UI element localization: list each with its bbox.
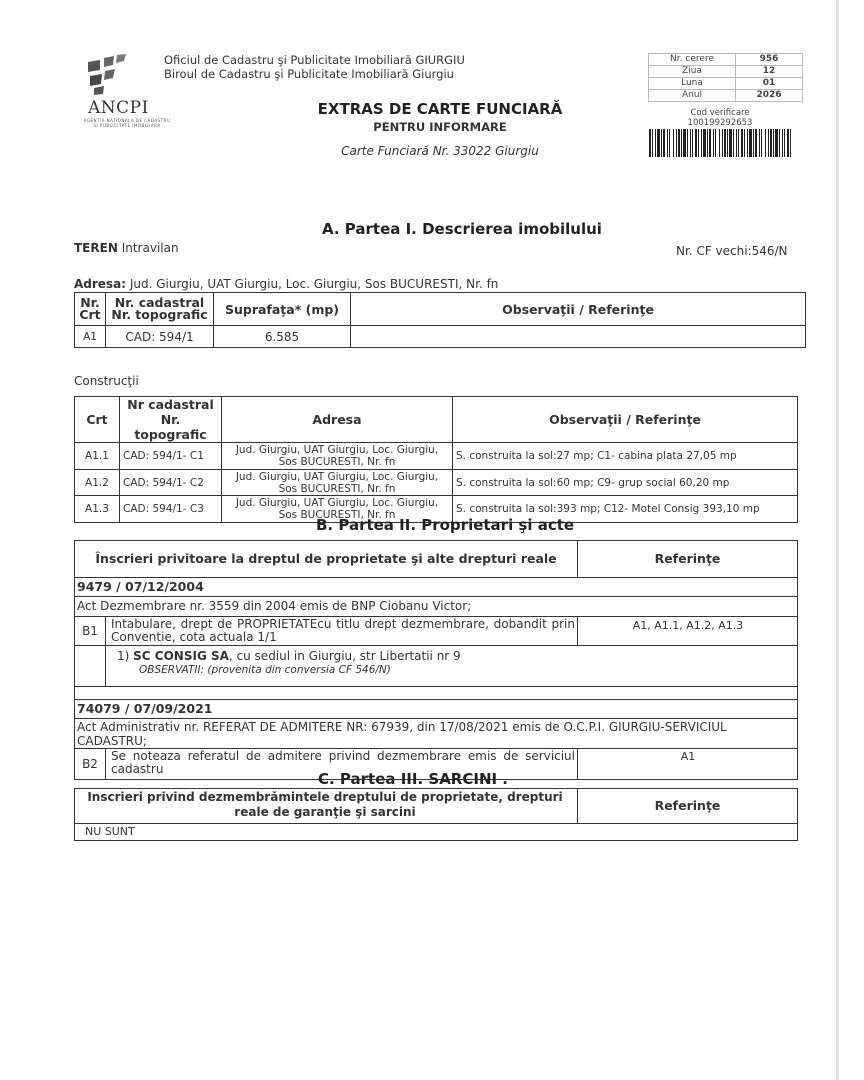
owner-address: , cu sediul in Giurgiu, str Libertatii nr 9	[228, 649, 461, 663]
teren-label: TEREN	[74, 241, 118, 255]
col-header: Înscrieri privitoare la dreptul de proprietate şi alte drepturi reale	[75, 541, 578, 577]
request-row	[649, 78, 803, 90]
owners-table	[74, 540, 798, 780]
table-row	[75, 326, 806, 348]
table-header-row	[75, 293, 806, 326]
table-header-row	[75, 541, 797, 578]
request-label: Anul	[649, 90, 736, 102]
col-header: Suprafaţa* (mp)	[214, 293, 351, 326]
verification-code-label: Cod verificare	[690, 108, 750, 118]
entry-code: B2	[75, 749, 106, 779]
request-value: 12	[736, 66, 803, 78]
teren-line	[74, 241, 179, 255]
scan-edge	[836, 0, 839, 1080]
request-row	[649, 90, 803, 102]
entry-text: Se noteaza referatul de admitere privind dezmembrare emis de serviciul cadastru	[111, 749, 575, 776]
document-title: EXTRAS DE CARTE FUNCIARĂ	[317, 100, 563, 118]
owner-name: SC CONSIG SA	[133, 649, 229, 663]
cf-vechi: Nr. CF vechi:546/N	[676, 244, 788, 258]
request-value: 01	[736, 78, 803, 90]
cell-obs: S. construita la sol:60 mp; C9- grup social 60,20 mp	[453, 470, 798, 496]
teren-value: Intravilan	[121, 241, 179, 255]
office-line-2: Biroul de Cadastru şi Publicitate Imobiliară Giurgiu	[164, 67, 454, 81]
cell-cad: CAD: 594/1	[106, 326, 214, 348]
document-title-block	[290, 100, 590, 158]
entry-code: B1	[75, 617, 106, 645]
document-subtitle: PENTRU INFORMARE	[373, 120, 507, 134]
cell-suprafata: 6.585	[214, 326, 351, 348]
part1-title: A. Partea I. Descrierea imobilului	[322, 220, 602, 238]
cell-adresa: Jud. Giurgiu, UAT Giurgiu, Loc. Giurgiu, Sos BUCURESTI, Nr. fn	[222, 496, 453, 523]
table-row	[75, 470, 798, 496]
cell-crt: A1	[75, 326, 106, 348]
entry-reference: A1	[577, 749, 798, 779]
verification-code-value: 100199292653	[687, 117, 753, 128]
request-info-box	[648, 53, 803, 102]
cell-obs: S. construita la sol:393 mp; C12- Motel Consig 393,10 mp	[453, 496, 798, 523]
col-header: Nr. cadastral Nr. topografic	[106, 293, 214, 326]
col-header: Observaţii / Referinţe	[453, 397, 798, 443]
request-value: 2026	[736, 90, 803, 102]
request-row	[649, 66, 803, 78]
office-line-1: Oficiul de Cadastru şi Publicitate Imobiliară GIURGIU	[164, 53, 465, 67]
part2-title: B. Partea II. Proprietari şi acte	[316, 516, 575, 534]
entry-reference: A1, A1.1, A1.2, A1.3	[577, 617, 798, 645]
cell-adresa: Jud. Giurgiu, UAT Giurgiu, Loc. Giurgiu, Sos BUCURESTI, Nr. fn	[222, 470, 453, 496]
table-header-row	[75, 397, 798, 443]
col-header: Observaţii / Referinţe	[351, 293, 806, 326]
entry-number: 9479 / 07/12/2004	[75, 578, 797, 597]
owner-line	[117, 649, 461, 663]
carte-funciara-number: Carte Funciară Nr. 33022 Giurgiu	[341, 144, 539, 158]
barcode-icon	[649, 129, 793, 157]
cell-crt: A1.1	[75, 443, 120, 470]
table-header-row	[75, 789, 797, 824]
owner-observation: OBSERVATII: (provenita din conversia CF 546/N)	[139, 664, 391, 676]
cell-cad: CAD: 594/1- C2	[120, 470, 222, 496]
request-label: Nr. cerere	[649, 54, 736, 66]
cell-obs	[351, 326, 806, 348]
col-header: Referinţe	[654, 551, 721, 566]
owner-divider	[105, 646, 106, 686]
request-row	[649, 54, 803, 66]
owner-row	[75, 646, 797, 687]
request-label: Luna	[649, 78, 736, 90]
logo-text: ANCPI	[88, 98, 149, 118]
table-row	[75, 443, 798, 470]
cell-crt: A1.3	[75, 496, 120, 523]
encumbrances-value: NU SUNT	[85, 825, 135, 838]
act-line: Act Dezmembrare nr. 3559 din 2004 emis de BNP Ciobanu Victor;	[75, 597, 797, 617]
act-line: Act Administrativ nr. REFERAT DE ADMITERE NR: 67939, din 17/08/2021 emis de O.C.P.I. GIURGIU-SERVICIUL CADASTRU;	[75, 719, 797, 749]
col-header: Inscrieri privind dezmembrămintele dreptului de proprietate, drepturi reale de garanţie şi sarcini	[87, 790, 563, 819]
encumbrances-table	[74, 788, 798, 841]
cell-obs: S. construita la sol:27 mp; C1- cabina plata 27,05 mp	[453, 443, 798, 470]
adresa-line	[74, 277, 498, 291]
request-value: 956	[736, 54, 803, 66]
adresa-label: Adresa:	[74, 277, 126, 291]
spacer-row	[75, 687, 797, 700]
owner-number: 1)	[117, 649, 130, 663]
col-header: Referinţe	[654, 798, 721, 813]
cell-cad: CAD: 594/1- C1	[120, 443, 222, 470]
constructii-label: Construcţii	[74, 374, 139, 388]
cell-adresa: Jud. Giurgiu, UAT Giurgiu, Loc. Giurgiu, Sos BUCURESTI, Nr. fn	[222, 443, 453, 470]
office-block	[164, 53, 465, 81]
cell-cad: CAD: 594/1- C3	[120, 496, 222, 523]
constructions-table	[74, 396, 798, 523]
col-header: Nr. Crt	[75, 293, 106, 326]
col-header: Nr cadastral Nr. topografic	[120, 397, 222, 443]
cell-crt: A1.2	[75, 470, 120, 496]
request-label: Ziua	[649, 66, 736, 78]
ancpi-logo-icon	[86, 52, 136, 96]
adresa-value: Jud. Giurgiu, UAT Giurgiu, Loc. Giurgiu, Sos BUCURESTI, Nr. fn	[129, 277, 499, 291]
verification-code	[648, 109, 792, 128]
col-header: Crt	[75, 397, 120, 443]
land-table	[74, 292, 806, 348]
entry-number: 74079 / 07/09/2021	[75, 700, 797, 719]
entry-row	[75, 617, 797, 646]
col-header: Adresa	[222, 397, 453, 443]
part3-title: C. Partea III. SARCINI .	[318, 770, 508, 788]
entry-text: Intabulare, drept de PROPRIETATEcu titlu drept dezmembrare, dobandit prin Conventie, cota actuala 1/1	[111, 617, 575, 644]
logo-subtext: AGENTIA NATIONALA DE CADASTRU SI PUBLICITATE IMOBILIARA	[83, 118, 171, 128]
